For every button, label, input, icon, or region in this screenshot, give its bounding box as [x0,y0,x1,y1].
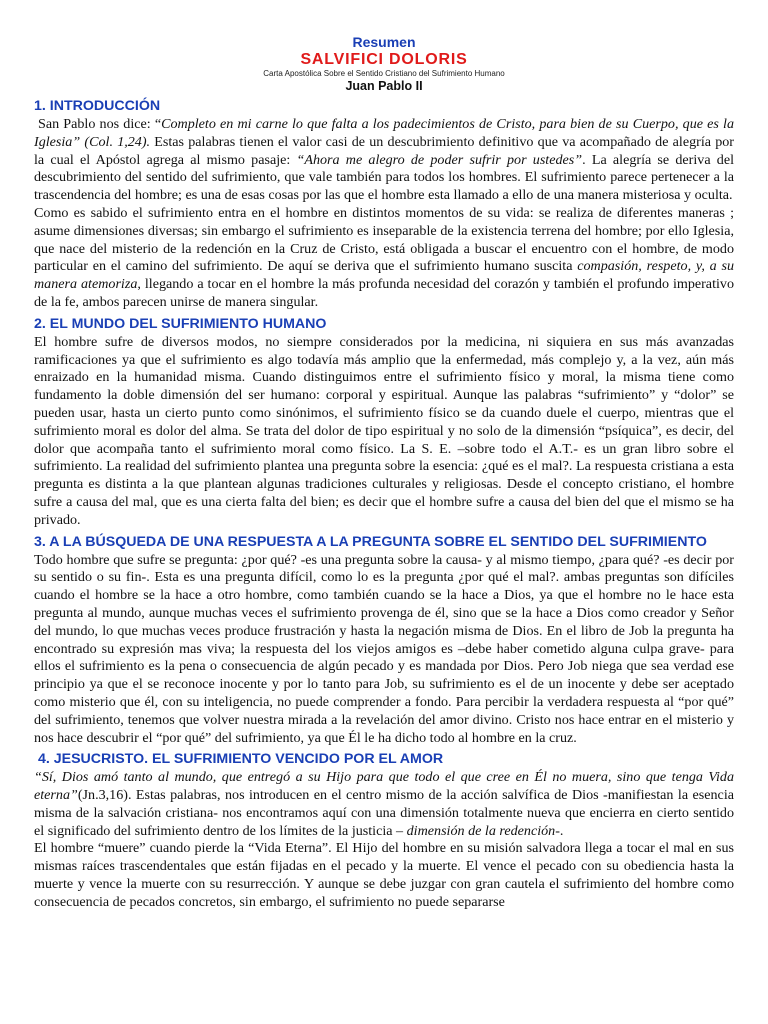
document-author: Juan Pablo II [345,79,423,93]
section-4-p1-emphasis: dimensión de la redención [406,822,556,839]
section-4-heading: 4. JESUCRISTO. EL SUFRIMIENTO VENCIDO POR EL AMOR [34,751,444,768]
section-4-paragraph-1 [34,769,734,840]
document-title: SALVIFICI DOLORIS [300,51,468,68]
section-1-p1-quote-1: Completo en mi carne lo que falta a los padecimientos de Cristo, para bien de su Cuerpo, que es la Iglesia” (Col. 1,24). [34,116,735,150]
section-3-paragraph: Todo hombre que sufre se pregunta: ¿por qué? -es una pregunta sobre la causa- y al mismo tiempo, ¿para qué? -es decir por su sentido o su fin-. Esta es una pregunta difícil, como lo es la pregunta ¿por qué el mal?. ambas preguntas son difíciles cuando el hombre se la hace a otro hombre, como también cuando se la hace a Dios, ya que el hombre no le hace esta pregunta al mundo, aunque muchas veces el sufrimiento provenga de él, sino que se la hace a Dios como creador y Señor del mundo, lo que muchas veces produce frustración y hasta la negación misma de Dios. En el libro de Job la pregunta ha encontrado su expresión mas viva; la respuesta del los viejos amigos es –debe haber cometido alguna culpa grave- para ellos el sufrimiento es la pena o consecuencia de algún pecado y es mandada por Dios. Pero Job niega que sea verdad ese principio ya que el se reconoce inocente y por lo tanto para Job, su sufrimiento es el de un inocente y debe ser aceptado como misterio que él, con su inteligencia, no puede comprender a fondo. Para percibir la verdadera respuesta al “por qué” del sufrimiento, tenemos que volver nuestra mirada a la revelación del amor divino. Cristo nos hace entrar en el misterio y nos hace descubrir el “por qué” del sufrimiento, ya que Él le ha dicho todo al hombre en la cruz. [34,551,734,746]
section-1-p2-text-b: , llegando a tocar en el hombre la más profunda necesidad del corazón y también el profundo imperativo de la fe, ambos parecen unirse de manera singular. [34,276,734,310]
section-1-heading: 1. INTRODUCCIÓN [34,98,161,114]
section-1-p2-emphasis: compasión, respeto, y, a su manera atemoriza [34,258,734,293]
section-1-p2-text-a: Como es sabido el sufrimiento entra en el hombre en distintos momentos de su vida: se realiza de diferentes maneras ; asume dimensiones diversas; sin embargo el sufrimiento es inseparable de la existencia terrena del hombre; por ello Iglesia, que nace del misterio de la redención en la Cruz de Cristo, está obligada a buscar el encuentro con el hombre, de modo particular en el camino del sufrimiento. De aquí se deriva que el sufrimiento humano suscita [34,204,734,275]
section-3-heading: 3. A LA BÚSQUEDA DE UNA RESPUESTA A LA PREGUNTA SOBRE EL SENTIDO DEL SUFRIMIENTO [34,533,707,550]
document-header [34,34,734,94]
section-1-p1-quote-2: “Ahora me alegro de poder sufrir por ustedes” [296,151,583,168]
section-4-p1-text-a: (Jn.3,16). Estas palabras, nos introducen en el centro mismo de la acción salvífica de Dios -manifiestan la esencia misma de la salvación cristiana- nos encontramos aquí con una dimensión totalmente nueva que encierra en cierto sentido el significado del sufrimiento dentro de los límites de la justicia – [34,787,734,839]
document-subtitle: Carta Apostólica Sobre el Sentido Cristiano del Sufrimiento Humano [263,69,505,78]
section-1-p1-text-c: . La alegría se deriva del descubrimiento del sentido del sufrimiento, que vale también para todos los hombres. El sufrimiento parece pertenecer a la trascendencia del hombre; es una de esas cosas por las que el hombre esta llamado a ello de una manera misteriosa y oculta. [34,151,735,204]
header-label: Resumen [352,34,416,50]
section-2-heading: 2. EL MUNDO DEL SUFRIMIENTO HUMANO [34,315,327,332]
section-2-paragraph: El hombre sufre de diversos modos, no siempre considerados por la medicina, ni siquiera en sus más avanzadas ramificaciones ya que el sufrimiento es algo todavía más amplio que la enfermedad, más complejo y, a la vez, aún más enraizado en la humanidad misma. Cuando distinguimos entre el sufrimiento físico y moral, la misma tiene como fundamento la doble dimensión del ser humano: corporal y espiritual. Aunque las palabras “sufrimiento” y “dolor” se pueden usar, hasta un cierto punto como sinónimos, el sufrimiento físico se da cuando duele el cuerpo, mientras que el sufrimiento moral es dolor del alma. Se trata del dolor de tipo espiritual y no solo de la dimensión “psíquica”, es decir, del dolor que acompaña tanto el sufrimiento moral como físico. La S. E. –sobre todo el A.T.- es un gran libro sobre el sufrimiento. La realidad del sufrimiento plantea una pregunta sobre la esencia: ¿qué es el mal?. La respuesta cristiana a esta pregunta es distinta a la que plantean algunas tradiciones culturales y religiosas. Desde el concepto cristiano, el hombre sufre a causa del mal, que es una cierta falta del bien; es decir que el hombre sufre a causa del bien del que el mismo se ha privado. [34,333,734,528]
section-1-paragraph-2 [34,205,734,312]
section-1-p1-text-a: San Pablo nos dice: “ [38,116,162,132]
section-1-p1-text-b: Estas palabras tienen el valor casi de un descubrimiento definitivo que va acompañado de alegría por la cual el Apóstol agrega al mismo pasaje: [34,133,734,168]
section-1-paragraph-1 [34,116,734,205]
section-4-paragraph-2: El hombre “muere” cuando pierde la “Vida Eterna”. El Hijo del hombre en su misión salvadora llega a tocar el mal en sus mismas raíces trascendentales que están fijadas en el pecado y la muerte. El vence el pecado con su obediencia hasta la muerte y vence la muerte con su resurrección. Y aunque se debe juzgar con gran cautela el sufrimiento del hombre como consecuencia de pecados concretos, sin embargo, el sufrimiento no puede separarse [34,840,734,910]
section-4-p1-text-b: -. [555,822,564,839]
section-4-p1-quote: “Sí, Dios amó tanto al mundo, que entregó a su Hijo para que todo el que cree en Él no muera, sino que tenga Vida eterna” [34,769,734,804]
